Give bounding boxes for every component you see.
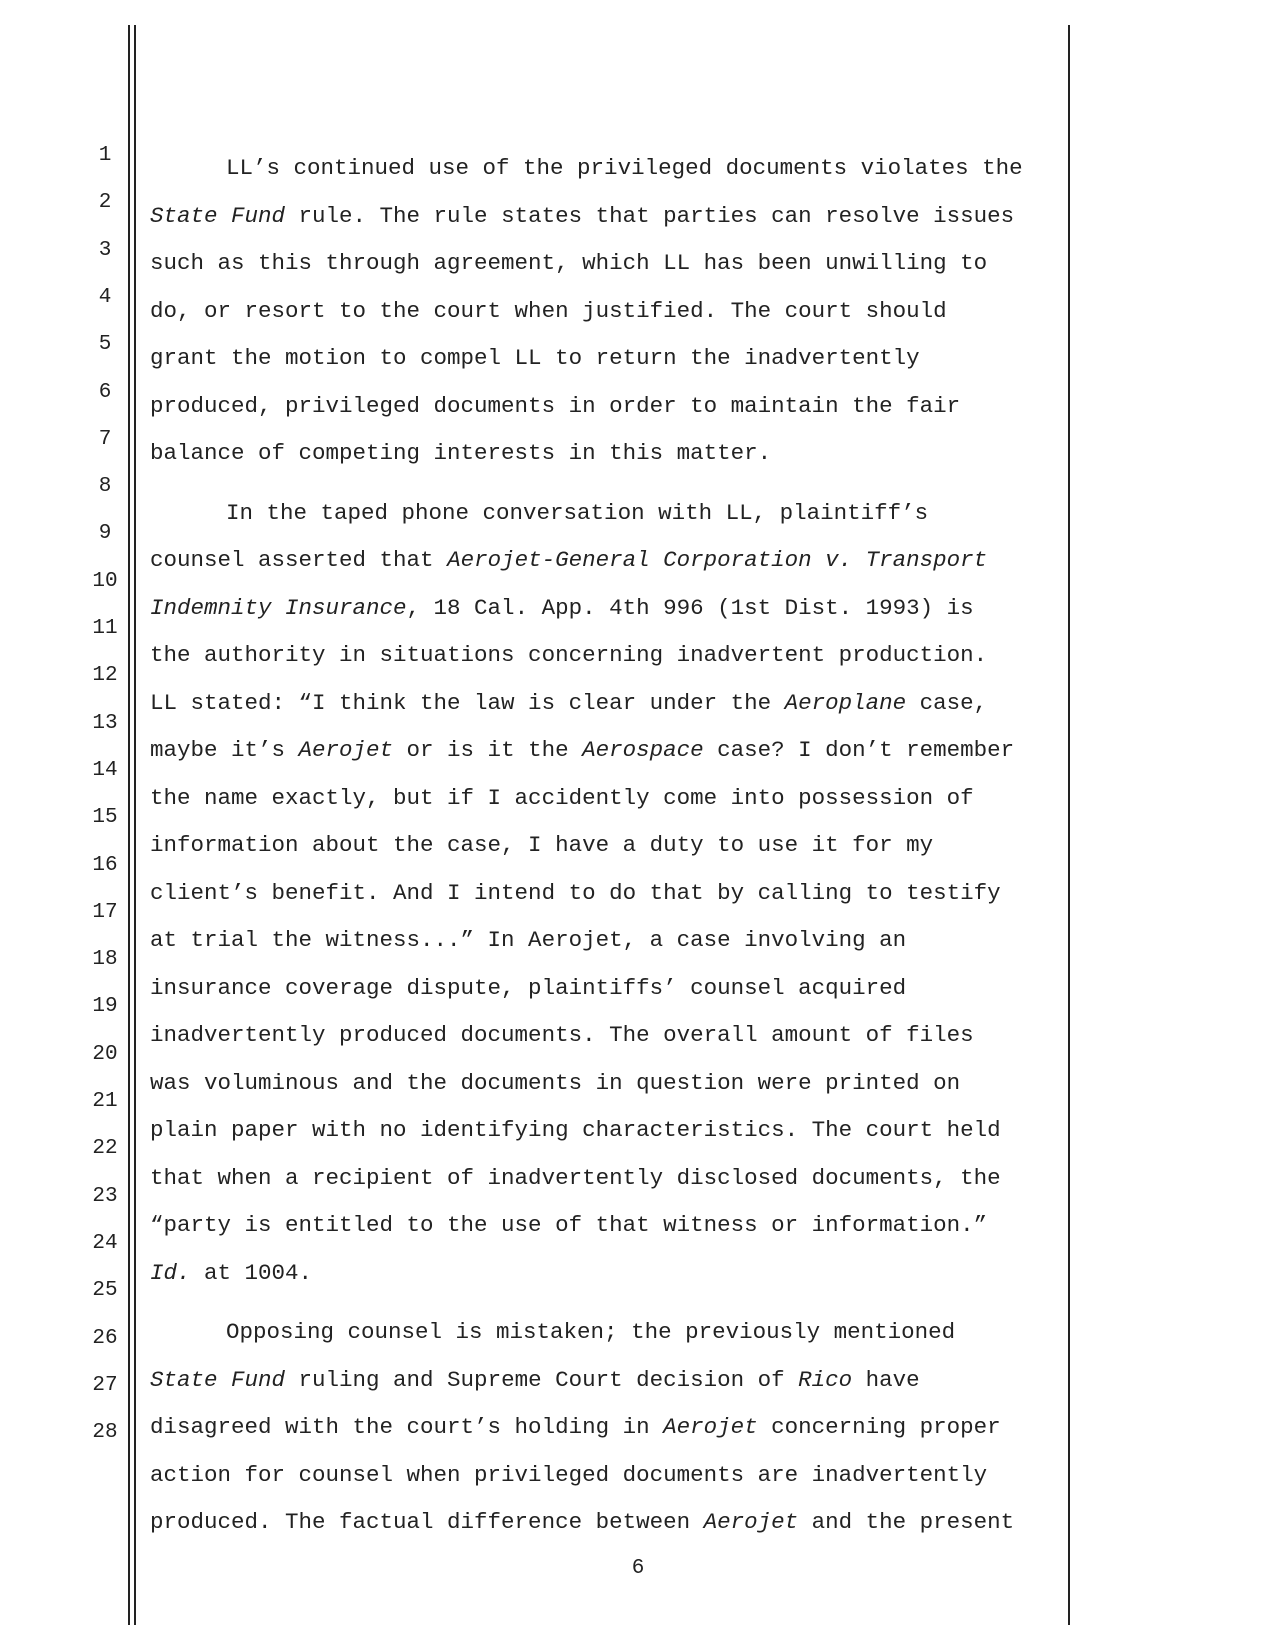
line-number: 8 [98,475,112,499]
text-line [150,917,1125,965]
line-number: 17 [92,900,118,924]
italic-citation: Aerojet [663,1414,758,1440]
italic-citation: Aerojet [703,1509,799,1535]
paragraph [150,490,1125,1298]
italic-citation: Rico [798,1366,853,1393]
text-line [150,288,1125,336]
line-number: 16 [92,853,118,877]
line-number: 24 [92,1231,118,1255]
text-run: LL’s continued use of the privileged documents violates the [226,155,1023,181]
text-line [150,1357,1125,1405]
line-number: 20 [92,1042,118,1066]
italic-citation: Id. [150,1259,191,1286]
italic-citation: State Fund [150,202,286,229]
text-run: grant the motion to compel LL to return the inadvertently [150,345,920,371]
text-run: case? I don’t remember [703,737,1015,763]
text-line [150,965,1125,1013]
text-run: the authority in situations concerning inadvertent production. [150,642,988,668]
text-run: concerning proper [757,1414,1001,1440]
text-line [150,1202,1125,1250]
text-line [150,430,1125,478]
line-number: 10 [92,569,118,593]
left-margin-rule-inner [134,25,136,1625]
paragraph [150,145,1125,478]
line-number: 1 [98,144,112,167]
text-line [150,383,1125,431]
text-line [150,1060,1125,1108]
line-number: 18 [92,948,118,972]
text-line [150,537,1125,585]
text-run: “party is entitled to the use of that witness or information.” [150,1212,988,1238]
text-run: produced, privileged documents in order to maintain the fair [150,392,961,419]
text-run: Opposing counsel is mistaken; the previously mentioned [226,1319,956,1345]
line-number: 27 [92,1373,118,1397]
text-line [150,1155,1125,1203]
text-run: information about the case, I have a duty to use it for my [150,832,934,858]
text-line [150,680,1125,728]
text-run: disagreed with the court’s holding in [150,1414,664,1440]
italic-citation: Aerospace [582,737,704,763]
text-run: or is it the [393,737,583,763]
text-line [150,1499,1125,1547]
text-run: at 1004. [190,1259,313,1286]
italic-citation: Aerojet-General Corporation v. Transport [447,547,988,573]
line-number: 23 [92,1184,118,1208]
line-number: 5 [98,333,112,357]
document-body [150,145,1125,1547]
text-line [150,775,1125,823]
text-run: plain paper with no identifying characteristics. The court held [150,1117,1001,1143]
text-run: maybe it’s [150,737,299,763]
left-margin-rule-outer [128,25,130,1625]
italic-citation: Indemnity Insurance [150,594,407,621]
text-line [150,727,1125,775]
line-number: 9 [98,522,112,546]
text-line [150,145,1125,193]
text-run: case, [906,689,988,716]
line-number: 28 [92,1421,118,1445]
text-run: produced. The factual difference between [150,1509,704,1535]
text-line [150,1012,1125,1060]
line-number: 6 [98,380,112,404]
text-run: such as this through agreement, which LL has been unwilling to [150,250,988,276]
text-line [150,1404,1125,1452]
line-number: 26 [92,1326,118,1350]
text-line [150,632,1125,680]
line-number: 21 [92,1090,118,1113]
text-run: ruling and Supreme Court decision of [285,1366,799,1393]
text-line [150,490,1125,538]
text-run: , 18 Cal. App. 4th 996 (1st Dist. 1993) is [406,594,974,621]
italic-citation: Aerojet [298,737,394,763]
text-run: do, or resort to the court when justified. The court should [150,297,947,324]
page-number: 6 [631,1557,645,1580]
line-number: 11 [92,617,118,640]
line-number: 4 [98,285,112,309]
text-line [150,822,1125,870]
line-number: 7 [98,427,112,451]
text-run: have [852,1366,920,1393]
text-run: In the taped phone conversation with LL, plaintiff’s [226,499,929,526]
line-number: 19 [92,995,118,1019]
text-run: and the present [798,1509,1015,1535]
text-line [150,1107,1125,1155]
line-number: 3 [98,238,112,262]
line-number: 2 [98,191,112,215]
text-run: action for counsel when privileged documents are inadvertently [150,1461,988,1488]
text-run: was voluminous and the documents in question were printed on [150,1069,961,1096]
paragraph [150,1309,1125,1547]
text-line [150,870,1125,918]
italic-citation: Aeroplane [784,689,907,716]
text-run: LL stated: “I think the law is clear under the [150,689,785,716]
line-number: 12 [92,664,118,688]
text-run: rule. The rule states that parties can resolve issues [285,202,1015,229]
line-number: 15 [92,806,118,830]
text-run: insurance coverage dispute, plaintiffs’ counsel acquired [150,974,907,1001]
text-line [150,240,1125,288]
text-run: counsel asserted that [150,547,448,573]
text-line [150,1250,1125,1298]
text-line [150,1452,1125,1500]
line-number: 22 [92,1137,118,1161]
text-run: at trial the witness...” In Aerojet, a case involving an [150,927,907,953]
text-run: inadvertently produced documents. The overall amount of files [150,1022,974,1048]
text-line [150,1309,1125,1357]
line-number: 13 [92,711,118,735]
line-number: 14 [92,758,118,782]
text-run: client’s benefit. And I intend to do that by calling to testify [150,879,1001,906]
text-run: balance of competing interests in this matter. [150,440,772,466]
italic-citation: State Fund [150,1366,286,1393]
text-run: that when a recipient of inadvertently disclosed documents, the [150,1164,1001,1191]
text-run: the name exactly, but if I accidently come into possession of [150,784,974,811]
text-line [150,193,1125,241]
text-line [150,585,1125,633]
text-line [150,335,1125,383]
line-number: 25 [92,1279,118,1303]
